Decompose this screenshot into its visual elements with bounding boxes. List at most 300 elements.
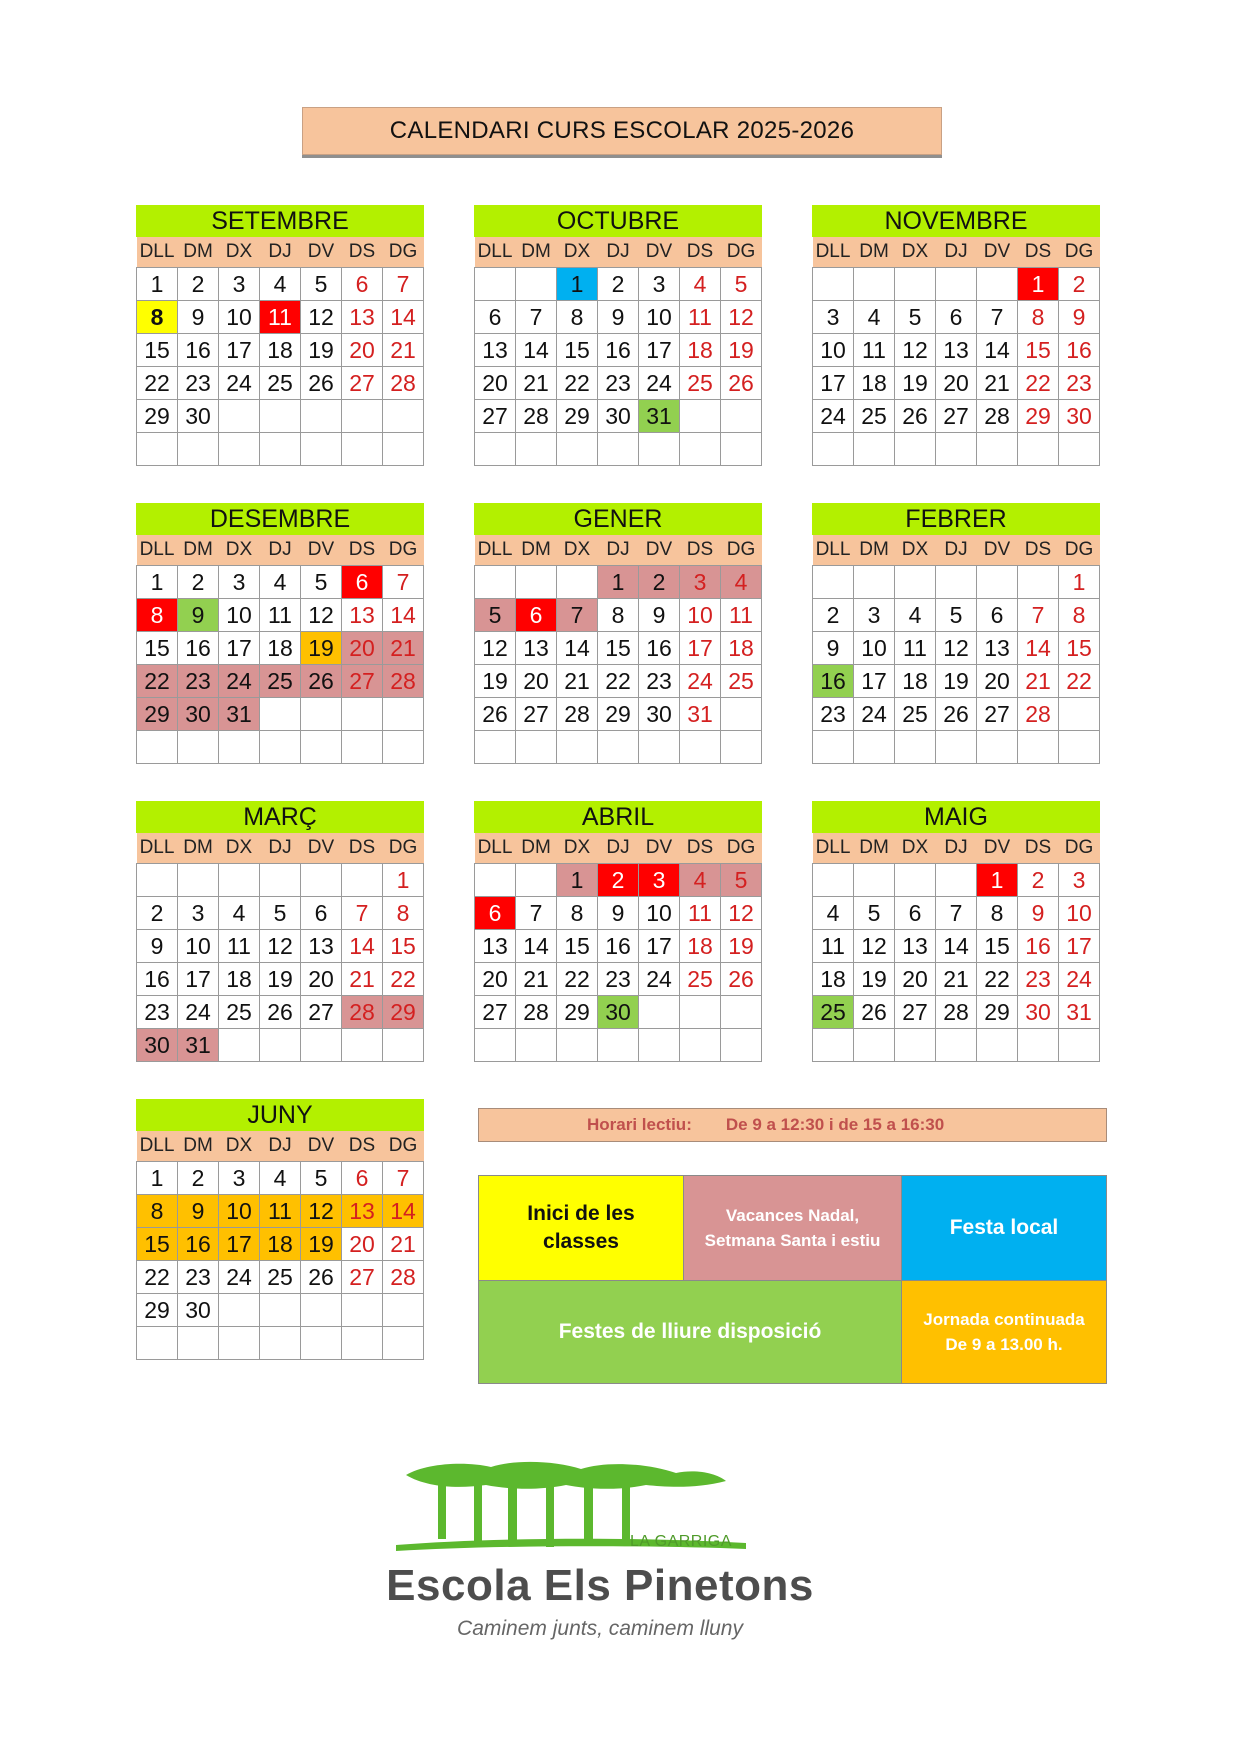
weekday-header: DLL bbox=[475, 833, 516, 864]
day-cell: 11 bbox=[260, 599, 301, 632]
weekday-header: DM bbox=[178, 1131, 219, 1162]
empty-cell bbox=[854, 1029, 895, 1062]
weekday-header: DLL bbox=[813, 237, 854, 268]
month-2 bbox=[474, 205, 762, 466]
day-cell: 6 bbox=[516, 599, 557, 632]
empty-cell bbox=[936, 1029, 977, 1062]
empty-cell bbox=[977, 1029, 1018, 1062]
day-cell: 1 bbox=[1018, 268, 1059, 301]
month-grid bbox=[812, 833, 1100, 1062]
empty-cell bbox=[516, 1029, 557, 1062]
weekday-header: DLL bbox=[137, 833, 178, 864]
logo-motto: Caminem junts, caminem lluny bbox=[457, 1617, 743, 1640]
weekday-header: DS bbox=[1018, 237, 1059, 268]
empty-cell bbox=[1018, 433, 1059, 466]
day-cell: 25 bbox=[813, 996, 854, 1029]
empty-cell bbox=[301, 1029, 342, 1062]
page-title: CALENDARI CURS ESCOLAR 2025-2026 bbox=[302, 107, 942, 155]
day-cell: 5 bbox=[895, 301, 936, 334]
legend-lliure-disposicio: Festes de lliure disposició bbox=[479, 1281, 902, 1383]
day-cell: 4 bbox=[219, 897, 260, 930]
day-cell: 26 bbox=[301, 367, 342, 400]
weekday-header: DJ bbox=[260, 833, 301, 864]
day-cell: 23 bbox=[1018, 963, 1059, 996]
day-cell: 16 bbox=[1059, 334, 1100, 367]
day-cell: 25 bbox=[895, 698, 936, 731]
empty-cell bbox=[1059, 1029, 1100, 1062]
empty-cell bbox=[639, 731, 680, 764]
month-grid bbox=[136, 535, 424, 764]
day-cell: 4 bbox=[260, 1162, 301, 1195]
day-cell: 22 bbox=[1018, 367, 1059, 400]
day-cell: 20 bbox=[895, 963, 936, 996]
day-cell: 18 bbox=[260, 334, 301, 367]
day-cell: 1 bbox=[383, 864, 424, 897]
day-cell: 20 bbox=[516, 665, 557, 698]
day-cell: 8 bbox=[137, 301, 178, 334]
month-7 bbox=[136, 801, 424, 1062]
day-cell: 5 bbox=[475, 599, 516, 632]
day-cell: 4 bbox=[680, 864, 721, 897]
empty-cell bbox=[854, 864, 895, 897]
weekday-header: DM bbox=[178, 833, 219, 864]
day-cell: 16 bbox=[598, 334, 639, 367]
month-grid bbox=[136, 237, 424, 466]
day-cell: 9 bbox=[598, 897, 639, 930]
weekday-header: DV bbox=[301, 1131, 342, 1162]
day-cell: 19 bbox=[721, 930, 762, 963]
day-cell: 26 bbox=[301, 665, 342, 698]
weekday-header: DG bbox=[383, 833, 424, 864]
day-cell: 23 bbox=[178, 1261, 219, 1294]
empty-cell bbox=[977, 268, 1018, 301]
day-cell: 7 bbox=[516, 301, 557, 334]
empty-cell bbox=[219, 1327, 260, 1360]
day-cell: 24 bbox=[854, 698, 895, 731]
empty-cell bbox=[721, 731, 762, 764]
legend bbox=[478, 1175, 1107, 1384]
empty-cell bbox=[219, 400, 260, 433]
empty-cell bbox=[516, 268, 557, 301]
day-cell: 7 bbox=[516, 897, 557, 930]
empty-cell bbox=[260, 1029, 301, 1062]
weekday-header: DG bbox=[1059, 833, 1100, 864]
weekday-header: DX bbox=[219, 1131, 260, 1162]
day-cell: 1 bbox=[557, 864, 598, 897]
day-cell: 20 bbox=[342, 632, 383, 665]
empty-cell bbox=[383, 1029, 424, 1062]
empty-cell bbox=[936, 731, 977, 764]
empty-cell bbox=[895, 433, 936, 466]
day-cell: 5 bbox=[721, 268, 762, 301]
day-cell: 6 bbox=[895, 897, 936, 930]
day-cell: 18 bbox=[854, 367, 895, 400]
day-cell: 3 bbox=[854, 599, 895, 632]
day-cell: 14 bbox=[342, 930, 383, 963]
day-cell: 3 bbox=[639, 864, 680, 897]
weekday-header: DX bbox=[895, 535, 936, 566]
empty-cell bbox=[383, 1294, 424, 1327]
day-cell: 27 bbox=[516, 698, 557, 731]
day-cell: 24 bbox=[639, 963, 680, 996]
day-cell: 16 bbox=[813, 665, 854, 698]
day-cell: 26 bbox=[936, 698, 977, 731]
weekday-header: DG bbox=[383, 237, 424, 268]
day-cell: 18 bbox=[895, 665, 936, 698]
day-cell: 29 bbox=[557, 996, 598, 1029]
day-cell: 11 bbox=[219, 930, 260, 963]
empty-cell bbox=[342, 698, 383, 731]
empty-cell bbox=[680, 996, 721, 1029]
day-cell: 15 bbox=[383, 930, 424, 963]
day-cell: 16 bbox=[598, 930, 639, 963]
day-cell: 4 bbox=[721, 566, 762, 599]
day-cell: 23 bbox=[598, 963, 639, 996]
day-cell: 16 bbox=[178, 1228, 219, 1261]
day-cell: 25 bbox=[680, 963, 721, 996]
day-cell: 26 bbox=[721, 367, 762, 400]
empty-cell bbox=[260, 1294, 301, 1327]
day-cell: 6 bbox=[342, 268, 383, 301]
day-cell: 29 bbox=[557, 400, 598, 433]
empty-cell bbox=[342, 1294, 383, 1327]
empty-cell bbox=[301, 731, 342, 764]
day-cell: 13 bbox=[977, 632, 1018, 665]
school-hours-label: Horari lectiu: bbox=[587, 1115, 692, 1134]
day-cell: 26 bbox=[475, 698, 516, 731]
day-cell: 8 bbox=[598, 599, 639, 632]
school-logo bbox=[360, 1455, 840, 1645]
empty-cell bbox=[813, 268, 854, 301]
empty-cell bbox=[475, 433, 516, 466]
day-cell: 20 bbox=[342, 1228, 383, 1261]
day-cell: 6 bbox=[475, 301, 516, 334]
day-cell: 2 bbox=[178, 1162, 219, 1195]
day-cell: 5 bbox=[301, 268, 342, 301]
day-cell: 25 bbox=[680, 367, 721, 400]
empty-cell bbox=[721, 1029, 762, 1062]
day-cell: 17 bbox=[680, 632, 721, 665]
day-cell: 13 bbox=[301, 930, 342, 963]
school-hours-bar bbox=[478, 1108, 1107, 1142]
day-cell: 24 bbox=[178, 996, 219, 1029]
day-cell: 7 bbox=[383, 268, 424, 301]
weekday-header: DX bbox=[219, 833, 260, 864]
weekday-header: DM bbox=[516, 237, 557, 268]
day-cell: 7 bbox=[383, 566, 424, 599]
day-cell: 7 bbox=[383, 1162, 424, 1195]
weekday-header: DV bbox=[639, 833, 680, 864]
month-10 bbox=[136, 1099, 424, 1360]
day-cell: 8 bbox=[977, 897, 1018, 930]
empty-cell bbox=[895, 1029, 936, 1062]
empty-cell bbox=[342, 433, 383, 466]
day-cell: 12 bbox=[301, 301, 342, 334]
day-cell: 2 bbox=[598, 268, 639, 301]
empty-cell bbox=[639, 433, 680, 466]
empty-cell bbox=[516, 731, 557, 764]
empty-cell bbox=[639, 996, 680, 1029]
day-cell: 29 bbox=[977, 996, 1018, 1029]
day-cell: 12 bbox=[301, 599, 342, 632]
day-cell: 7 bbox=[557, 599, 598, 632]
day-cell: 9 bbox=[178, 1195, 219, 1228]
day-cell: 2 bbox=[598, 864, 639, 897]
day-cell: 3 bbox=[639, 268, 680, 301]
empty-cell bbox=[977, 566, 1018, 599]
weekday-header: DS bbox=[1018, 535, 1059, 566]
day-cell: 21 bbox=[383, 1228, 424, 1261]
day-cell: 20 bbox=[301, 963, 342, 996]
empty-cell bbox=[813, 864, 854, 897]
day-cell: 1 bbox=[1059, 566, 1100, 599]
weekday-header: DLL bbox=[475, 535, 516, 566]
day-cell: 15 bbox=[1059, 632, 1100, 665]
empty-cell bbox=[475, 1029, 516, 1062]
day-cell: 12 bbox=[895, 334, 936, 367]
day-cell: 22 bbox=[137, 1261, 178, 1294]
weekday-header: DS bbox=[1018, 833, 1059, 864]
day-cell: 17 bbox=[219, 1228, 260, 1261]
empty-cell bbox=[895, 268, 936, 301]
month-grid bbox=[812, 237, 1100, 466]
day-cell: 23 bbox=[639, 665, 680, 698]
day-cell: 20 bbox=[475, 367, 516, 400]
day-cell: 28 bbox=[1018, 698, 1059, 731]
day-cell: 20 bbox=[936, 367, 977, 400]
day-cell: 19 bbox=[475, 665, 516, 698]
weekday-header: DS bbox=[680, 833, 721, 864]
empty-cell bbox=[854, 433, 895, 466]
day-cell: 17 bbox=[639, 334, 680, 367]
day-cell: 20 bbox=[475, 963, 516, 996]
weekday-header: DV bbox=[977, 535, 1018, 566]
weekday-header: DM bbox=[854, 535, 895, 566]
weekday-header: DV bbox=[301, 833, 342, 864]
empty-cell bbox=[721, 400, 762, 433]
empty-cell bbox=[1018, 1029, 1059, 1062]
day-cell: 1 bbox=[137, 268, 178, 301]
day-cell: 27 bbox=[936, 400, 977, 433]
empty-cell bbox=[895, 731, 936, 764]
day-cell: 3 bbox=[1059, 864, 1100, 897]
day-cell: 10 bbox=[1059, 897, 1100, 930]
day-cell: 31 bbox=[639, 400, 680, 433]
school-hours-value: De 9 a 12:30 i de 15 a 16:30 bbox=[725, 1115, 945, 1134]
legend-jornada-line2: De 9 a 13.00 h. bbox=[945, 1335, 1063, 1354]
day-cell: 6 bbox=[936, 301, 977, 334]
day-cell: 14 bbox=[383, 301, 424, 334]
day-cell: 17 bbox=[813, 367, 854, 400]
empty-cell bbox=[1059, 731, 1100, 764]
day-cell: 21 bbox=[383, 632, 424, 665]
month-grid bbox=[812, 535, 1100, 764]
empty-cell bbox=[219, 1029, 260, 1062]
day-cell: 1 bbox=[137, 1162, 178, 1195]
weekday-header: DG bbox=[721, 237, 762, 268]
day-cell: 28 bbox=[383, 665, 424, 698]
day-cell: 23 bbox=[137, 996, 178, 1029]
legend-vacances-line2: Setmana Santa i estiu bbox=[704, 1231, 881, 1250]
day-cell: 5 bbox=[936, 599, 977, 632]
day-cell: 11 bbox=[813, 930, 854, 963]
day-cell: 29 bbox=[137, 1294, 178, 1327]
day-cell: 24 bbox=[680, 665, 721, 698]
weekday-header: DG bbox=[383, 1131, 424, 1162]
day-cell: 27 bbox=[342, 665, 383, 698]
day-cell: 16 bbox=[639, 632, 680, 665]
day-cell: 1 bbox=[137, 566, 178, 599]
weekday-header: DG bbox=[721, 833, 762, 864]
day-cell: 8 bbox=[557, 897, 598, 930]
month-grid bbox=[136, 833, 424, 1062]
empty-cell bbox=[178, 731, 219, 764]
day-cell: 19 bbox=[895, 367, 936, 400]
day-cell: 26 bbox=[895, 400, 936, 433]
day-cell: 15 bbox=[137, 1228, 178, 1261]
day-cell: 19 bbox=[721, 334, 762, 367]
month-name: NOVEMBRE bbox=[812, 205, 1100, 237]
day-cell: 16 bbox=[178, 632, 219, 665]
day-cell: 27 bbox=[342, 367, 383, 400]
empty-cell bbox=[936, 268, 977, 301]
day-cell: 30 bbox=[178, 400, 219, 433]
day-cell: 21 bbox=[1018, 665, 1059, 698]
day-cell: 28 bbox=[936, 996, 977, 1029]
empty-cell bbox=[516, 433, 557, 466]
empty-cell bbox=[1018, 566, 1059, 599]
weekday-header: DS bbox=[342, 237, 383, 268]
day-cell: 20 bbox=[342, 334, 383, 367]
day-cell: 23 bbox=[178, 367, 219, 400]
empty-cell bbox=[342, 864, 383, 897]
legend-inici-line1: Inici de les bbox=[527, 1202, 635, 1225]
day-cell: 30 bbox=[178, 1294, 219, 1327]
day-cell: 25 bbox=[260, 1261, 301, 1294]
month-grid bbox=[474, 237, 762, 466]
empty-cell bbox=[178, 864, 219, 897]
empty-cell bbox=[721, 433, 762, 466]
day-cell: 11 bbox=[680, 301, 721, 334]
day-cell: 18 bbox=[680, 334, 721, 367]
day-cell: 30 bbox=[178, 698, 219, 731]
month-6 bbox=[812, 503, 1100, 764]
day-cell: 17 bbox=[1059, 930, 1100, 963]
day-cell: 5 bbox=[854, 897, 895, 930]
day-cell: 27 bbox=[475, 400, 516, 433]
day-cell: 19 bbox=[301, 1228, 342, 1261]
month-name: ABRIL bbox=[474, 801, 762, 833]
day-cell: 9 bbox=[178, 301, 219, 334]
empty-cell bbox=[936, 433, 977, 466]
day-cell: 13 bbox=[342, 599, 383, 632]
day-cell: 29 bbox=[598, 698, 639, 731]
day-cell: 25 bbox=[219, 996, 260, 1029]
day-cell: 8 bbox=[137, 1195, 178, 1228]
empty-cell bbox=[854, 731, 895, 764]
day-cell: 7 bbox=[977, 301, 1018, 334]
day-cell: 30 bbox=[598, 996, 639, 1029]
empty-cell bbox=[383, 698, 424, 731]
month-3 bbox=[812, 205, 1100, 466]
day-cell: 12 bbox=[260, 930, 301, 963]
weekday-header: DM bbox=[854, 237, 895, 268]
day-cell: 2 bbox=[639, 566, 680, 599]
empty-cell bbox=[557, 731, 598, 764]
weekday-header: DJ bbox=[260, 1131, 301, 1162]
day-cell: 22 bbox=[598, 665, 639, 698]
day-cell: 14 bbox=[383, 599, 424, 632]
empty-cell bbox=[813, 731, 854, 764]
day-cell: 23 bbox=[1059, 367, 1100, 400]
day-cell: 10 bbox=[219, 1195, 260, 1228]
weekday-header: DJ bbox=[936, 833, 977, 864]
day-cell: 24 bbox=[219, 1261, 260, 1294]
empty-cell bbox=[813, 1029, 854, 1062]
day-cell: 22 bbox=[137, 665, 178, 698]
day-cell: 30 bbox=[137, 1029, 178, 1062]
empty-cell bbox=[895, 566, 936, 599]
day-cell: 11 bbox=[721, 599, 762, 632]
day-cell: 28 bbox=[383, 1261, 424, 1294]
day-cell: 11 bbox=[680, 897, 721, 930]
day-cell: 1 bbox=[977, 864, 1018, 897]
empty-cell bbox=[260, 433, 301, 466]
day-cell: 16 bbox=[178, 334, 219, 367]
empty-cell bbox=[516, 566, 557, 599]
empty-cell bbox=[977, 731, 1018, 764]
empty-cell bbox=[301, 698, 342, 731]
day-cell: 4 bbox=[854, 301, 895, 334]
empty-cell bbox=[260, 1327, 301, 1360]
logo-school-name: Escola Els Pinetons bbox=[386, 1561, 814, 1610]
day-cell: 21 bbox=[557, 665, 598, 698]
empty-cell bbox=[721, 698, 762, 731]
month-name: FEBRER bbox=[812, 503, 1100, 535]
empty-cell bbox=[639, 1029, 680, 1062]
day-cell: 6 bbox=[977, 599, 1018, 632]
day-cell: 18 bbox=[219, 963, 260, 996]
month-9 bbox=[812, 801, 1100, 1062]
weekday-header: DX bbox=[557, 535, 598, 566]
day-cell: 18 bbox=[260, 632, 301, 665]
day-cell: 25 bbox=[260, 665, 301, 698]
month-grid bbox=[474, 833, 762, 1062]
day-cell: 18 bbox=[680, 930, 721, 963]
empty-cell bbox=[301, 1294, 342, 1327]
day-cell: 28 bbox=[516, 400, 557, 433]
day-cell: 24 bbox=[219, 665, 260, 698]
day-cell: 14 bbox=[383, 1195, 424, 1228]
day-cell: 3 bbox=[680, 566, 721, 599]
empty-cell bbox=[516, 864, 557, 897]
day-cell: 30 bbox=[598, 400, 639, 433]
empty-cell bbox=[680, 1029, 721, 1062]
weekday-header: DG bbox=[1059, 237, 1100, 268]
empty-cell bbox=[1059, 698, 1100, 731]
day-cell: 12 bbox=[721, 897, 762, 930]
month-name: MARÇ bbox=[136, 801, 424, 833]
weekday-header: DV bbox=[301, 535, 342, 566]
legend-jornada-continuada bbox=[902, 1281, 1106, 1383]
weekday-header: DJ bbox=[598, 237, 639, 268]
weekday-header: DV bbox=[977, 833, 1018, 864]
day-cell: 6 bbox=[301, 897, 342, 930]
day-cell: 10 bbox=[219, 301, 260, 334]
day-cell: 27 bbox=[342, 1261, 383, 1294]
day-cell: 14 bbox=[1018, 632, 1059, 665]
weekday-header: DLL bbox=[813, 535, 854, 566]
